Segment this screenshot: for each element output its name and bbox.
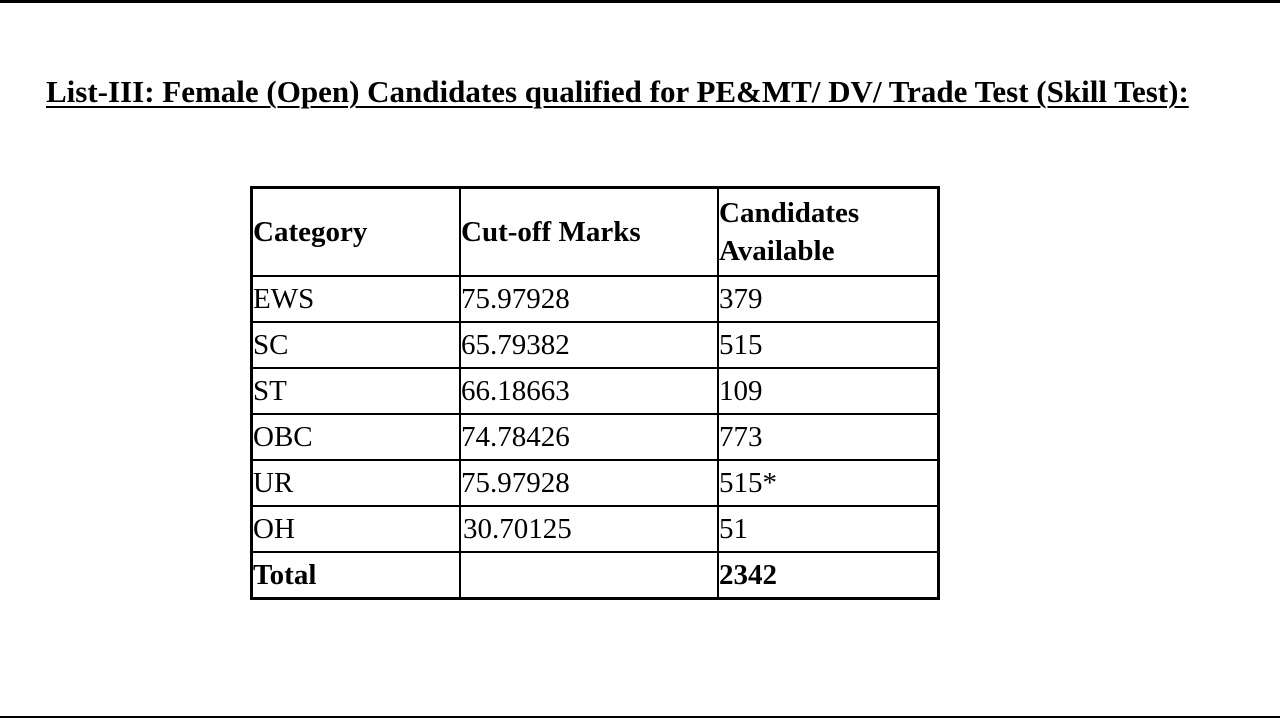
cutoff-cell: 65.79382 bbox=[460, 322, 718, 368]
category-cell: OH bbox=[252, 506, 461, 552]
cutoff-cell: 74.78426 bbox=[460, 414, 718, 460]
total-cutoff-cell bbox=[460, 552, 718, 599]
available-cell: 379 bbox=[718, 276, 939, 322]
category-cell: UR bbox=[252, 460, 461, 506]
table-row bbox=[252, 414, 939, 460]
available-cell: 515 bbox=[718, 322, 939, 368]
table-row bbox=[252, 506, 939, 552]
cutoff-table bbox=[250, 186, 940, 600]
category-cell: SC bbox=[252, 322, 461, 368]
cutoff-cell: 66.18663 bbox=[460, 368, 718, 414]
cutoff-cell: 75.97928 bbox=[460, 276, 718, 322]
category-cell: EWS bbox=[252, 276, 461, 322]
available-cell: 773 bbox=[718, 414, 939, 460]
table-row bbox=[252, 460, 939, 506]
table-row bbox=[252, 276, 939, 322]
available-cell: 109 bbox=[718, 368, 939, 414]
cutoff-cell: 75.97928 bbox=[460, 460, 718, 506]
category-cell: ST bbox=[252, 368, 461, 414]
header-cutoff-marks: Cut-off Marks bbox=[460, 188, 718, 277]
available-cell: 515* bbox=[718, 460, 939, 506]
table-row bbox=[252, 322, 939, 368]
list-heading: List-III: Female (Open) Candidates qualified for PE&MT/ DV/ Trade Test (Skill Test): bbox=[46, 74, 1189, 109]
total-available-cell: 2342 bbox=[718, 552, 939, 599]
total-label-cell: Total bbox=[252, 552, 461, 599]
header-category: Category bbox=[252, 188, 461, 277]
category-cell: OBC bbox=[252, 414, 461, 460]
available-cell: 51 bbox=[718, 506, 939, 552]
header-candidates-available: Candidates Available bbox=[718, 188, 939, 277]
table-total-row bbox=[252, 552, 939, 599]
table-header-row bbox=[252, 188, 939, 277]
top-rule bbox=[0, 0, 1280, 3]
table-row bbox=[252, 368, 939, 414]
cutoff-cell: 30.70125 bbox=[460, 506, 718, 552]
bottom-rule bbox=[0, 716, 1280, 718]
